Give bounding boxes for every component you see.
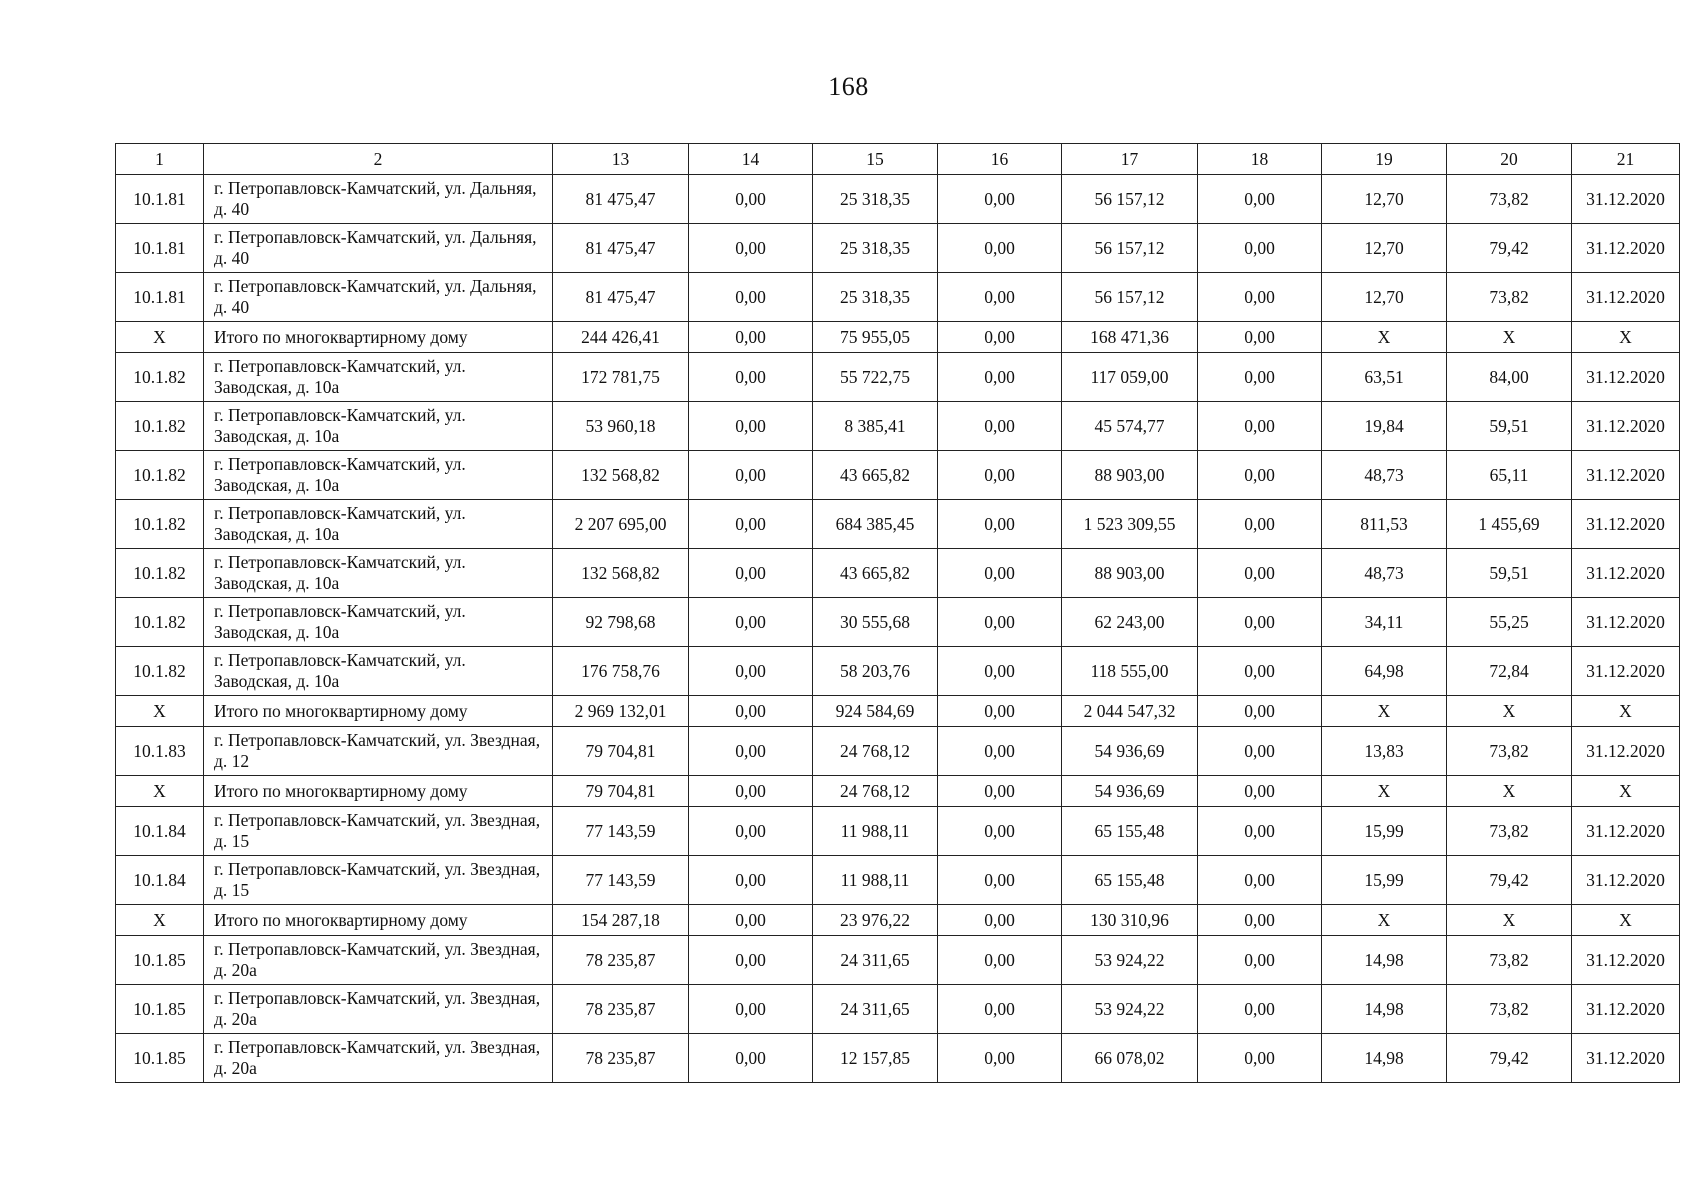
value-cell: 88 903,00 [1062,549,1198,598]
value-cell: 0,00 [1198,598,1322,647]
column-header: 16 [938,144,1062,175]
value-cell: Х [1572,776,1680,807]
row-number-cell: 10.1.82 [116,353,204,402]
row-number-cell: 10.1.81 [116,273,204,322]
value-cell: 11 988,11 [813,807,938,856]
row-number-cell: 10.1.81 [116,175,204,224]
value-cell: 12,70 [1322,273,1447,322]
value-cell: 0,00 [938,727,1062,776]
table-row [116,224,1680,273]
row-number-cell: Х [116,322,204,353]
value-cell: 0,00 [938,1034,1062,1083]
page-number: 168 [828,72,869,101]
value-cell: 14,98 [1322,936,1447,985]
table-row [116,1034,1680,1083]
value-cell: 0,00 [689,807,813,856]
row-number-cell: 10.1.82 [116,451,204,500]
address-cell: г. Петропавловск-Камчатский, ул. Звездная, д. 15 [204,856,553,905]
value-cell: 12,70 [1322,175,1447,224]
value-cell: 0,00 [689,549,813,598]
value-cell: 65 155,48 [1062,807,1198,856]
value-cell: 0,00 [938,322,1062,353]
table-row [116,402,1680,451]
value-cell: Х [1322,776,1447,807]
column-header: 1 [116,144,204,175]
total-row [116,905,1680,936]
value-cell: 0,00 [1198,905,1322,936]
value-cell: 73,82 [1447,273,1572,322]
value-cell: 66 078,02 [1062,1034,1198,1083]
address-cell: г. Петропавловск-Камчатский, ул. Заводская, д. 10а [204,647,553,696]
value-cell: 13,83 [1322,727,1447,776]
value-cell: 31.12.2020 [1572,985,1680,1034]
value-cell: 79 704,81 [553,776,689,807]
value-cell: 12,70 [1322,224,1447,273]
value-cell: 0,00 [938,175,1062,224]
value-cell: Х [1572,322,1680,353]
value-cell: 0,00 [938,936,1062,985]
value-cell: 25 318,35 [813,224,938,273]
value-cell: 0,00 [689,598,813,647]
address-cell: г. Петропавловск-Камчатский, ул. Звездная, д. 20а [204,1034,553,1083]
value-cell: 1 455,69 [1447,500,1572,549]
value-cell: 132 568,82 [553,451,689,500]
value-cell: 81 475,47 [553,273,689,322]
value-cell: 43 665,82 [813,451,938,500]
value-cell: 31.12.2020 [1572,451,1680,500]
value-cell: 31.12.2020 [1572,402,1680,451]
value-cell: 0,00 [1198,353,1322,402]
column-header: 20 [1447,144,1572,175]
address-cell: г. Петропавловск-Камчатский, ул. Дальняя, д. 40 [204,175,553,224]
value-cell: Х [1572,696,1680,727]
table-row [116,807,1680,856]
value-cell: 72,84 [1447,647,1572,696]
value-cell: 2 969 132,01 [553,696,689,727]
value-cell: 0,00 [938,598,1062,647]
value-cell: 79 704,81 [553,727,689,776]
value-cell: 130 310,96 [1062,905,1198,936]
column-header: 14 [689,144,813,175]
value-cell: 31.12.2020 [1572,1034,1680,1083]
value-cell: Х [1447,322,1572,353]
table-row [116,451,1680,500]
value-cell: 0,00 [689,451,813,500]
value-cell: 73,82 [1447,985,1572,1034]
value-cell: 31.12.2020 [1572,175,1680,224]
value-cell: Х [1572,905,1680,936]
table-row [116,500,1680,549]
column-header: 18 [1198,144,1322,175]
value-cell: 19,84 [1322,402,1447,451]
value-cell: 64,98 [1322,647,1447,696]
value-cell: 63,51 [1322,353,1447,402]
row-number-cell: 10.1.85 [116,1034,204,1083]
value-cell: 59,51 [1447,402,1572,451]
value-cell: 118 555,00 [1062,647,1198,696]
address-cell: г. Петропавловск-Камчатский, ул. Звездная, д. 15 [204,807,553,856]
value-cell: 15,99 [1322,807,1447,856]
value-cell: 56 157,12 [1062,224,1198,273]
value-cell: 43 665,82 [813,549,938,598]
address-cell: г. Петропавловск-Камчатский, ул. Заводская, д. 10а [204,402,553,451]
value-cell: 0,00 [689,1034,813,1083]
value-cell: 8 385,41 [813,402,938,451]
value-cell: 31.12.2020 [1572,598,1680,647]
value-cell: 176 758,76 [553,647,689,696]
table-row [116,985,1680,1034]
row-number-cell: 10.1.82 [116,598,204,647]
value-cell: 79,42 [1447,1034,1572,1083]
value-cell: 24 311,65 [813,985,938,1034]
value-cell: 0,00 [938,353,1062,402]
total-row [116,776,1680,807]
value-cell: 0,00 [938,224,1062,273]
value-cell: 0,00 [938,905,1062,936]
value-cell: 31.12.2020 [1572,856,1680,905]
value-cell: 53 924,22 [1062,985,1198,1034]
value-cell: 81 475,47 [553,175,689,224]
table-header [116,144,1680,175]
address-cell: г. Петропавловск-Камчатский, ул. Дальняя, д. 40 [204,273,553,322]
value-cell: Х [1322,905,1447,936]
value-cell: 0,00 [1198,500,1322,549]
address-cell: Итого по многоквартирному дому [204,776,553,807]
value-cell: 0,00 [938,549,1062,598]
address-cell: г. Петропавловск-Камчатский, ул. Заводская, д. 10а [204,353,553,402]
value-cell: 2 207 695,00 [553,500,689,549]
value-cell: 31.12.2020 [1572,549,1680,598]
value-cell: 168 471,36 [1062,322,1198,353]
address-cell: г. Петропавловск-Камчатский, ул. Звездная, д. 20а [204,985,553,1034]
value-cell: 78 235,87 [553,985,689,1034]
address-cell: г. Петропавловск-Камчатский, ул. Заводская, д. 10а [204,598,553,647]
value-cell: 0,00 [1198,402,1322,451]
value-cell: 24 768,12 [813,776,938,807]
table-row [116,936,1680,985]
value-cell: 0,00 [689,500,813,549]
value-cell: 56 157,12 [1062,175,1198,224]
data-table [115,143,1680,1083]
value-cell: 77 143,59 [553,856,689,905]
header-row [116,144,1680,175]
value-cell: 0,00 [938,776,1062,807]
row-number-cell: Х [116,905,204,936]
value-cell: Х [1322,696,1447,727]
value-cell: 14,98 [1322,1034,1447,1083]
value-cell: 0,00 [1198,224,1322,273]
table-row [116,647,1680,696]
table-row [116,273,1680,322]
value-cell: 59,51 [1447,549,1572,598]
address-cell: г. Петропавловск-Камчатский, ул. Дальняя, д. 40 [204,224,553,273]
value-cell: 53 924,22 [1062,936,1198,985]
value-cell: 75 955,05 [813,322,938,353]
value-cell: 78 235,87 [553,936,689,985]
value-cell: 0,00 [689,985,813,1034]
value-cell: 0,00 [689,696,813,727]
value-cell: 0,00 [689,905,813,936]
value-cell: Х [1447,776,1572,807]
value-cell: 77 143,59 [553,807,689,856]
value-cell: Х [1447,905,1572,936]
value-cell: 0,00 [938,500,1062,549]
value-cell: 0,00 [689,856,813,905]
address-cell: Итого по многоквартирному дому [204,905,553,936]
address-cell: г. Петропавловск-Камчатский, ул. Заводская, д. 10а [204,451,553,500]
value-cell: 1 523 309,55 [1062,500,1198,549]
value-cell: 0,00 [689,776,813,807]
value-cell: 0,00 [1198,696,1322,727]
address-cell: г. Петропавловск-Камчатский, ул. Заводская, д. 10а [204,500,553,549]
row-number-cell: 10.1.84 [116,807,204,856]
row-number-cell: 10.1.82 [116,549,204,598]
value-cell: 84,00 [1447,353,1572,402]
value-cell: 81 475,47 [553,224,689,273]
value-cell: 0,00 [1198,936,1322,985]
value-cell: 25 318,35 [813,273,938,322]
value-cell: 0,00 [689,936,813,985]
row-number-cell: Х [116,776,204,807]
table-body [116,175,1680,1083]
value-cell: 0,00 [1198,807,1322,856]
column-header: 15 [813,144,938,175]
table-row [116,175,1680,224]
row-number-cell: 10.1.85 [116,936,204,985]
value-cell: 48,73 [1322,451,1447,500]
value-cell: 0,00 [1198,451,1322,500]
value-cell: 79,42 [1447,224,1572,273]
value-cell: 0,00 [1198,727,1322,776]
value-cell: 12 157,85 [813,1034,938,1083]
value-cell: 0,00 [938,273,1062,322]
value-cell: 58 203,76 [813,647,938,696]
row-number-cell: 10.1.81 [116,224,204,273]
value-cell: 0,00 [1198,322,1322,353]
value-cell: 924 584,69 [813,696,938,727]
value-cell: 0,00 [689,402,813,451]
row-number-cell: 10.1.85 [116,985,204,1034]
row-number-cell: 10.1.82 [116,647,204,696]
value-cell: 684 385,45 [813,500,938,549]
value-cell: 45 574,77 [1062,402,1198,451]
address-cell: г. Петропавловск-Камчатский, ул. Звездная, д. 12 [204,727,553,776]
value-cell: 15,99 [1322,856,1447,905]
value-cell: 0,00 [938,807,1062,856]
value-cell: 0,00 [689,224,813,273]
address-cell: Итого по многоквартирному дому [204,696,553,727]
value-cell: 11 988,11 [813,856,938,905]
value-cell: 73,82 [1447,936,1572,985]
value-cell: 73,82 [1447,807,1572,856]
value-cell: Х [1322,322,1447,353]
table-row [116,727,1680,776]
value-cell: 73,82 [1447,175,1572,224]
value-cell: 31.12.2020 [1572,224,1680,273]
value-cell: 30 555,68 [813,598,938,647]
value-cell: 62 243,00 [1062,598,1198,647]
row-number-cell: 10.1.82 [116,500,204,549]
total-row [116,696,1680,727]
value-cell: 0,00 [689,273,813,322]
value-cell: 31.12.2020 [1572,936,1680,985]
value-cell: 14,98 [1322,985,1447,1034]
value-cell: 0,00 [938,985,1062,1034]
column-header: 21 [1572,144,1680,175]
value-cell: 0,00 [1198,175,1322,224]
value-cell: 31.12.2020 [1572,647,1680,696]
value-cell: 0,00 [689,647,813,696]
value-cell: 54 936,69 [1062,776,1198,807]
value-cell: 0,00 [689,322,813,353]
value-cell: 0,00 [938,451,1062,500]
value-cell: 154 287,18 [553,905,689,936]
value-cell: 132 568,82 [553,549,689,598]
value-cell: 23 976,22 [813,905,938,936]
value-cell: 31.12.2020 [1572,353,1680,402]
value-cell: 79,42 [1447,856,1572,905]
value-cell: 0,00 [689,175,813,224]
value-cell: 25 318,35 [813,175,938,224]
value-cell: 0,00 [938,856,1062,905]
row-number-cell: 10.1.83 [116,727,204,776]
value-cell: 2 044 547,32 [1062,696,1198,727]
column-header: 13 [553,144,689,175]
address-cell: Итого по многоквартирному дому [204,322,553,353]
value-cell: 0,00 [1198,273,1322,322]
value-cell: 0,00 [1198,985,1322,1034]
value-cell: 0,00 [1198,856,1322,905]
value-cell: 31.12.2020 [1572,273,1680,322]
value-cell: 55 722,75 [813,353,938,402]
value-cell: 0,00 [689,727,813,776]
value-cell: 244 426,41 [553,322,689,353]
value-cell: 0,00 [1198,647,1322,696]
value-cell: 92 798,68 [553,598,689,647]
value-cell: Х [1447,696,1572,727]
value-cell: 31.12.2020 [1572,807,1680,856]
value-cell: 53 960,18 [553,402,689,451]
value-cell: 54 936,69 [1062,727,1198,776]
value-cell: 0,00 [938,402,1062,451]
table-row [116,549,1680,598]
value-cell: 31.12.2020 [1572,500,1680,549]
value-cell: 65 155,48 [1062,856,1198,905]
total-row [116,322,1680,353]
value-cell: 73,82 [1447,727,1572,776]
value-cell: 0,00 [938,696,1062,727]
column-header: 2 [204,144,553,175]
value-cell: 117 059,00 [1062,353,1198,402]
value-cell: 0,00 [1198,549,1322,598]
value-cell: 65,11 [1447,451,1572,500]
table-row [116,856,1680,905]
value-cell: 31.12.2020 [1572,727,1680,776]
column-header: 17 [1062,144,1198,175]
table-row [116,353,1680,402]
value-cell: 56 157,12 [1062,273,1198,322]
value-cell: 24 768,12 [813,727,938,776]
value-cell: 78 235,87 [553,1034,689,1083]
table-row [116,598,1680,647]
address-cell: г. Петропавловск-Камчатский, ул. Звездная, д. 20а [204,936,553,985]
value-cell: 0,00 [689,353,813,402]
value-cell: 811,53 [1322,500,1447,549]
value-cell: 88 903,00 [1062,451,1198,500]
value-cell: 172 781,75 [553,353,689,402]
value-cell: 55,25 [1447,598,1572,647]
value-cell: 48,73 [1322,549,1447,598]
value-cell: 0,00 [1198,776,1322,807]
row-number-cell: Х [116,696,204,727]
value-cell: 0,00 [938,647,1062,696]
row-number-cell: 10.1.84 [116,856,204,905]
row-number-cell: 10.1.82 [116,402,204,451]
value-cell: 24 311,65 [813,936,938,985]
column-header: 19 [1322,144,1447,175]
value-cell: 0,00 [1198,1034,1322,1083]
value-cell: 34,11 [1322,598,1447,647]
address-cell: г. Петропавловск-Камчатский, ул. Заводская, д. 10а [204,549,553,598]
